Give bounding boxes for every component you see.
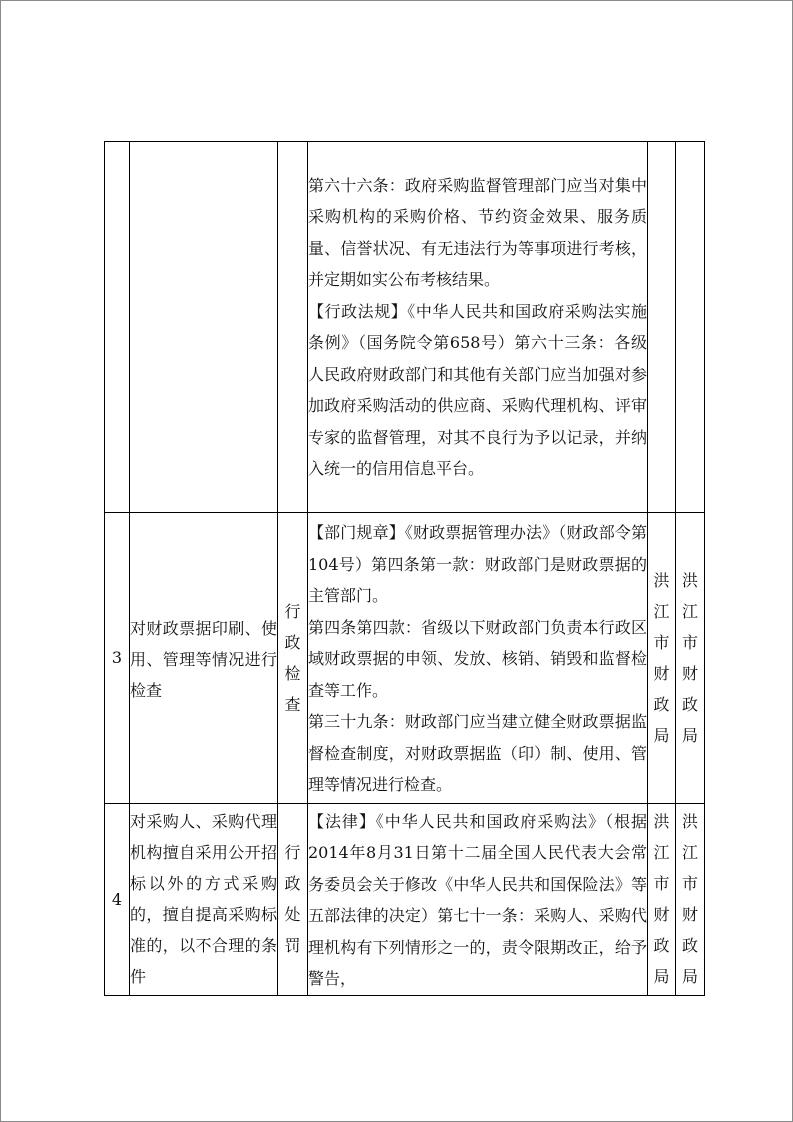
- basis-paragraph: 【法律】《中华人民共和国政府采购法》（根据2014年8月31日第十二届全国人民代表大会常务委员会关于修改《中华人民共和国保险法》等五部法律的决定）第七十一条：采购人、采购代理机构有下列情形之一的，责令限期改正，给予警告，: [308, 811, 647, 988]
- row-item-name: 对财政票据印刷、使用、管理等情况进行检查: [130, 513, 278, 804]
- basis-paragraph: 第六十六条：政府采购监督管理部门应当对集中采购机构的采购价格、节约资金效果、服务质量、信誉状况、有无违法行为等事项进行考核，并定期如实公布考核结果。: [308, 175, 647, 289]
- row-dept-implementing: [648, 142, 676, 513]
- row-kind: 行政处罚: [278, 803, 308, 995]
- row-item-name: [130, 142, 278, 513]
- row-item-name: 对采购人、采购代理机构擅自采用公开招标以外的方式采购的，擅自提高采购标准的，以不合理的条件: [130, 803, 278, 995]
- row-dept-responsible: [676, 142, 705, 513]
- row-legal-basis: [308, 803, 648, 995]
- row-kind: 行政检查: [278, 513, 308, 804]
- table-row: [105, 803, 705, 995]
- power-list-table: [104, 141, 705, 996]
- table-row: [105, 142, 705, 513]
- row-seq: 3: [105, 513, 130, 804]
- row-legal-basis: [308, 513, 648, 804]
- basis-paragraph: 第四条第四款：省级以下财政部门负责本行政区域财政票据的申领、发放、核销、销毁和监督检查等工作。: [308, 617, 647, 700]
- row-dept-responsible: 洪江市财政局: [676, 513, 705, 804]
- basis-paragraph: 【行政法规】《中华人民共和国政府采购法实施条例》（国务院令第658号）第六十三条：各级人民政府财政部门和其他有关部门应当加强对参加政府采购活动的供应商、采购代理机构、评审专家的监督管理，对其不良行为予以记录，并纳入统一的信用信息平台。: [308, 301, 647, 478]
- row-dept-implementing: 洪江市财政局: [648, 803, 676, 995]
- row-seq: 4: [105, 803, 130, 995]
- row-legal-basis: [308, 142, 648, 513]
- table-row: [105, 513, 705, 804]
- row-kind: [278, 142, 308, 513]
- row-dept-implementing: 洪江市财政局: [648, 513, 676, 804]
- basis-paragraph: 【部门规章】《财政票据管理办法》（财政部令第104号）第四条第一款：财政部门是财政票据的主管部门。: [308, 523, 647, 605]
- basis-paragraph: 第三十九条：财政部门应当建立健全财政票据监督检查制度，对财政票据监（印）制、使用、管理等情况进行检查。: [308, 712, 647, 794]
- row-dept-responsible: 洪江市财政局: [676, 803, 705, 995]
- row-seq: [105, 142, 130, 513]
